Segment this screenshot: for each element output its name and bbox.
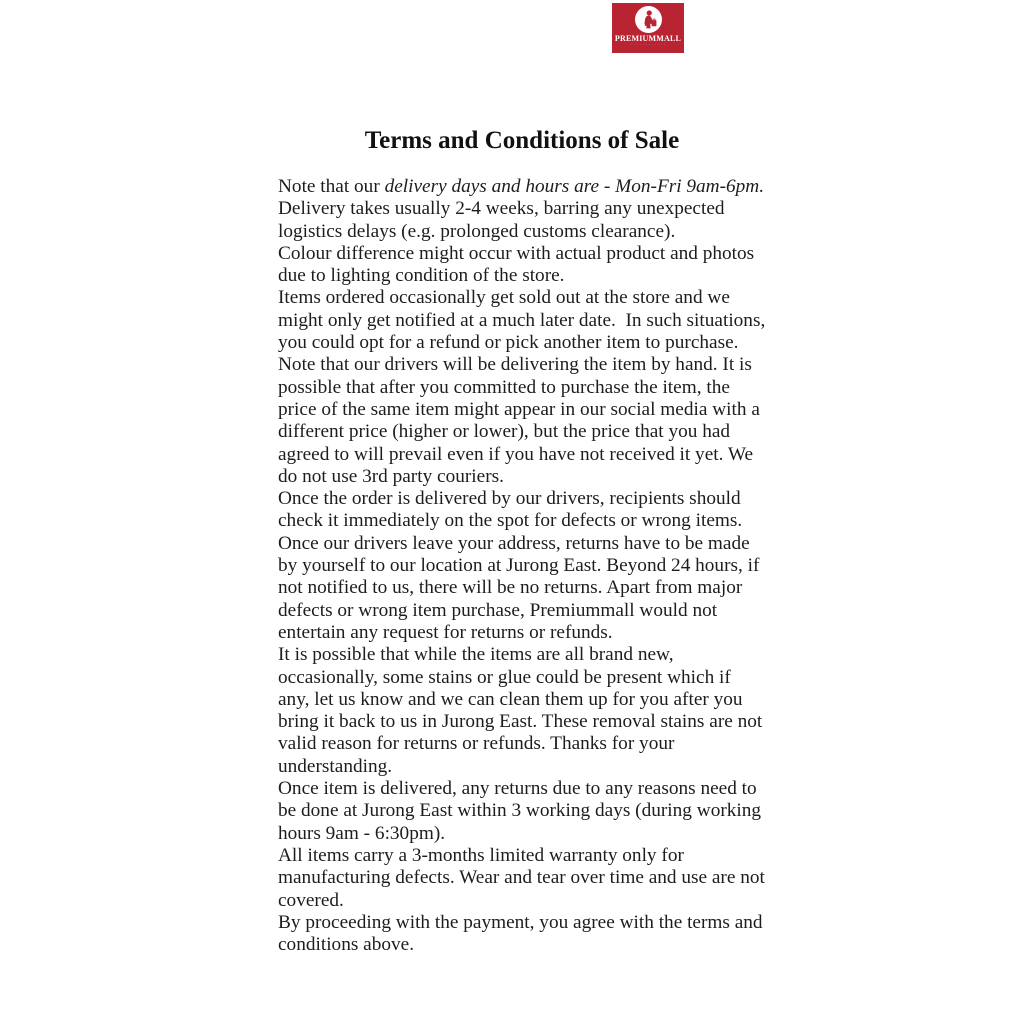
paragraph-text: By proceeding with the payment, you agree with the terms and conditions above. <box>278 911 768 956</box>
woman-shopper-icon <box>635 6 662 33</box>
terms-paragraph <box>278 912 766 957</box>
terms-paragraph <box>278 176 766 198</box>
terms-paragraph <box>278 844 770 912</box>
paragraph-text: Delivery takes usually 2-4 weeks, barring any unexpected logistics delays (e.g. prolonged customs clearance). <box>278 198 730 242</box>
paragraph-text: Note that our drivers will be delivering the item by hand. It is possible that after you committed to purchase the item, the price of the same item might appear in our social media with a different price (higher or lower), but the price that you had agreed to will prevail even if you have not received it yet. We do not use 3rd party couriers. <box>278 354 765 487</box>
terms-paragraph <box>278 488 766 533</box>
woman-shopper-icon-svg <box>635 6 662 33</box>
brand-logo <box>612 3 684 53</box>
terms-paragraph <box>278 287 771 354</box>
paragraph-text-italic: delivery days and hours are - Mon-Fri 9am-6pm. <box>384 176 765 197</box>
paragraph-text: It is possible that while the items are all brand new, occasionally, some stains or glue could be present which if any, let us know and we can clean them up for you after you bring it back to us in Jurong East. These removal stains are not valid reason for returns or refunds. Thanks for your understanding. <box>278 644 768 777</box>
paragraph-text: Items ordered occasionally get sold out at the store and we might only get notified at a much later date. In such situations, you could opt for a refund or pick another item to purchase. <box>278 287 771 354</box>
terms-paragraph <box>278 243 766 288</box>
paragraph-text: Note that our <box>278 176 385 197</box>
logo-brand-text: PREMIUMMALL <box>614 34 682 43</box>
paragraph-text: All items carry a 3-months limited warranty only for manufacturing defects. Wear and tear over time and use are not covered. <box>278 844 770 911</box>
logo-tagline: · · · · · · · · · · · · <box>630 42 666 47</box>
paragraph-text: Colour difference might occur with actual product and photos due to lighting condition of the store. <box>278 242 760 287</box>
paragraph-text: Once item is delivered, any returns due to any reasons need to be done at Jurong East within 3 working days (during working hours 9am - 6:30pm). <box>278 778 766 844</box>
document-title: Terms and Conditions of Sale <box>364 127 680 154</box>
terms-paragraph <box>278 198 766 243</box>
terms-paragraph <box>278 644 766 778</box>
paragraph-text: Once the order is delivered by our drivers, recipients should check it immediately on the spot for defects or wrong items. <box>278 488 746 532</box>
terms-paragraph <box>278 354 766 488</box>
terms-paragraph <box>278 533 766 644</box>
terms-paragraph <box>278 778 766 845</box>
terms-document <box>278 126 771 956</box>
paragraph-text: Once our drivers leave your address, returns have to be made by yourself to our location at Jurong East. Beyond 24 hours, if not notified to us, there will be no returns. Apart from major defects or wrong item purchase, Premiummall would not entertain any request for returns or refunds. <box>278 532 765 643</box>
terms-paragraphs <box>278 176 771 956</box>
